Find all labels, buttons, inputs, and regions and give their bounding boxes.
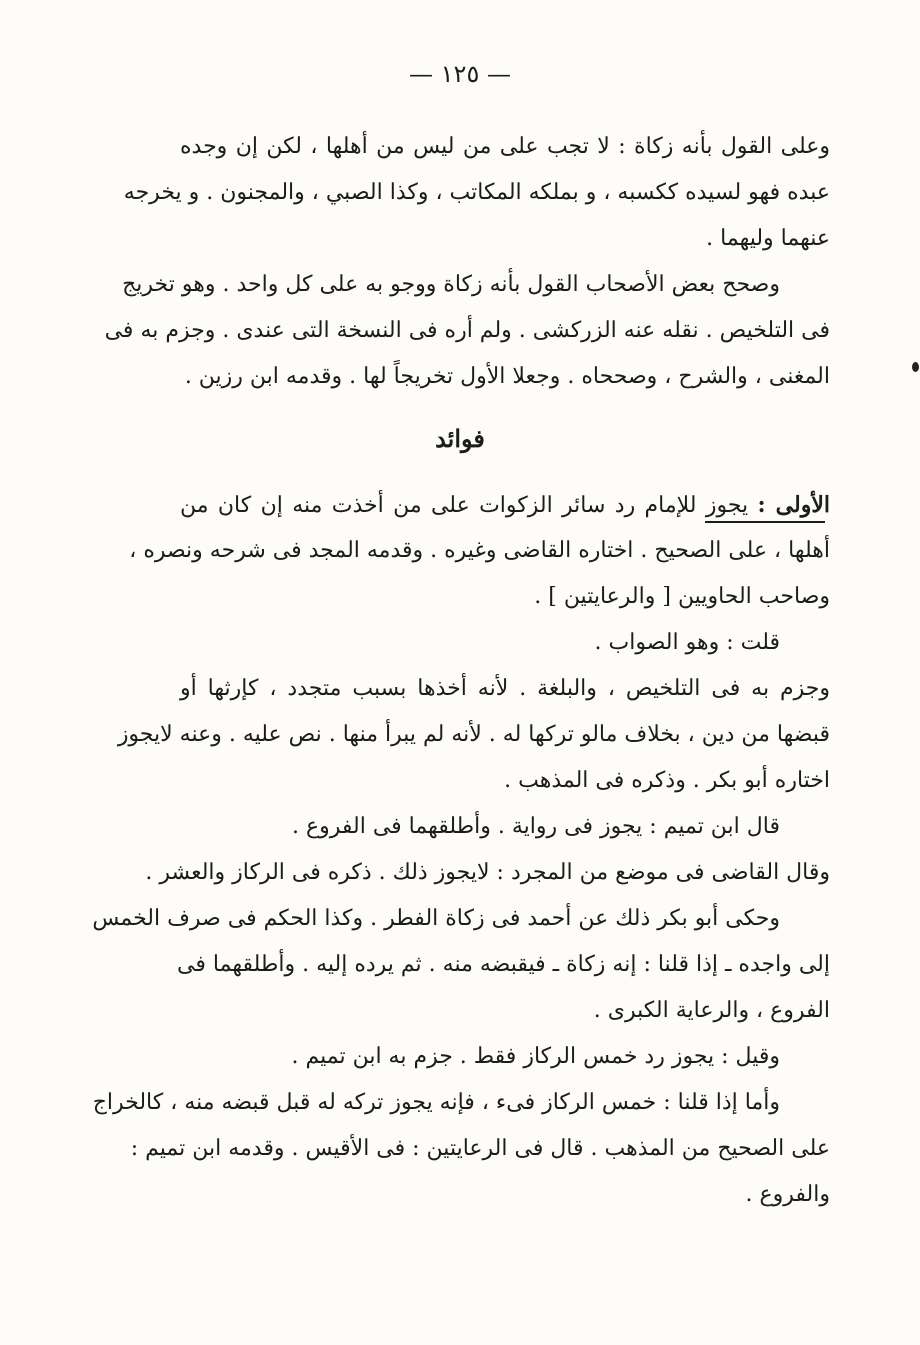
item-lead-text: يجوز للإمام رد سائر الزكوات على من أخذت منه إن كان من — [180, 493, 749, 518]
text-line: وجزم به فى التلخيص ، والبلغة . لأنه أخذها بسبب متجدد ، كإرثها أو — [180, 676, 830, 701]
text-line: قبضها من دين ، بخلاف مالو تركها له . لأنه لم يبرأ منها . نص عليه . وعنه لايجوز — [117, 722, 830, 747]
text-line: قال ابن تميم : يجوز فى رواية . وأطلقهما فى الفروع . — [292, 814, 780, 839]
text-line: إلى واجده ـ إذا قلنا : إنه زكاة ـ فيقبضه منه . ثم يرده إليه . وأطلقهما فى — [177, 952, 830, 977]
text-line: وقيل : يجوز رد خمس الركاز فقط . جزم به ابن تميم . — [291, 1044, 780, 1069]
bottom-paragraphs — [92, 482, 830, 1218]
page-number: — ١٢٥ — — [409, 60, 511, 88]
text-line: وأما إذا قلنا : خمس الركاز فىء ، فإنه يجوز تركه له قبل قبضه منه ، كالخراج — [92, 1090, 780, 1115]
text-line: وقال القاضى فى موضع من المجرد : لايجوز ذلك . ذكره فى الركاز والعشر . — [145, 860, 830, 885]
lead-underline — [705, 521, 825, 523]
top-paragraphs — [104, 124, 830, 400]
text-line: وصحح بعض الأصحاب القول بأنه زكاة ووجو به على كل واحد . وهو تخريج — [122, 272, 780, 297]
text-line: وصاحب الحاويين [ والرعايتين ] . — [534, 584, 830, 609]
text-line: على الصحيح من المذهب . قال فى الرعايتين : فى الأقيس . وقدمه ابن تميم : — [130, 1136, 830, 1161]
text-line: عنهما وليهما . — [706, 226, 830, 251]
item-lead-label: الأولى : — [757, 492, 830, 518]
text-line: الفروع ، والرعاية الكبرى . — [593, 998, 830, 1023]
text-line: وحكى أبو بكر ذلك عن أحمد فى زكاة الفطر . وكذا الحكم فى صرف الخمس — [92, 906, 780, 931]
text-line: اختاره أبو بكر . وذكره فى المذهب . — [504, 768, 830, 793]
text-line: وعلى القول بأنه زكاة : لا تجب على من ليس من أهلها ، لكن إن وجده — [180, 134, 830, 159]
section-heading: فوائد — [435, 424, 485, 453]
text-line: عبده فهو لسيده ككسبه ، و بملكه المكاتب ، وكذا الصبي ، والمجنون . و يخرجه — [123, 180, 830, 205]
text-line: والفروع . — [745, 1182, 830, 1207]
text-line: المغنى ، والشرح ، وصححاه . وجعلا الأول تخريجاً لها . وقدمه ابن رزين . — [184, 364, 830, 389]
margin-ink-mark — [912, 362, 919, 372]
text-line: قلت : وهو الصواب . — [594, 630, 780, 655]
text-line: فى التلخيص . نقله عنه الزركشى . ولم أره فى النسخة التى عندى . وجزم به فى — [104, 318, 830, 343]
text-line: أهلها ، على الصحيح . اختاره القاضى وغيره . وقدمه المجد فى شرحه ونصره ، — [129, 538, 830, 563]
